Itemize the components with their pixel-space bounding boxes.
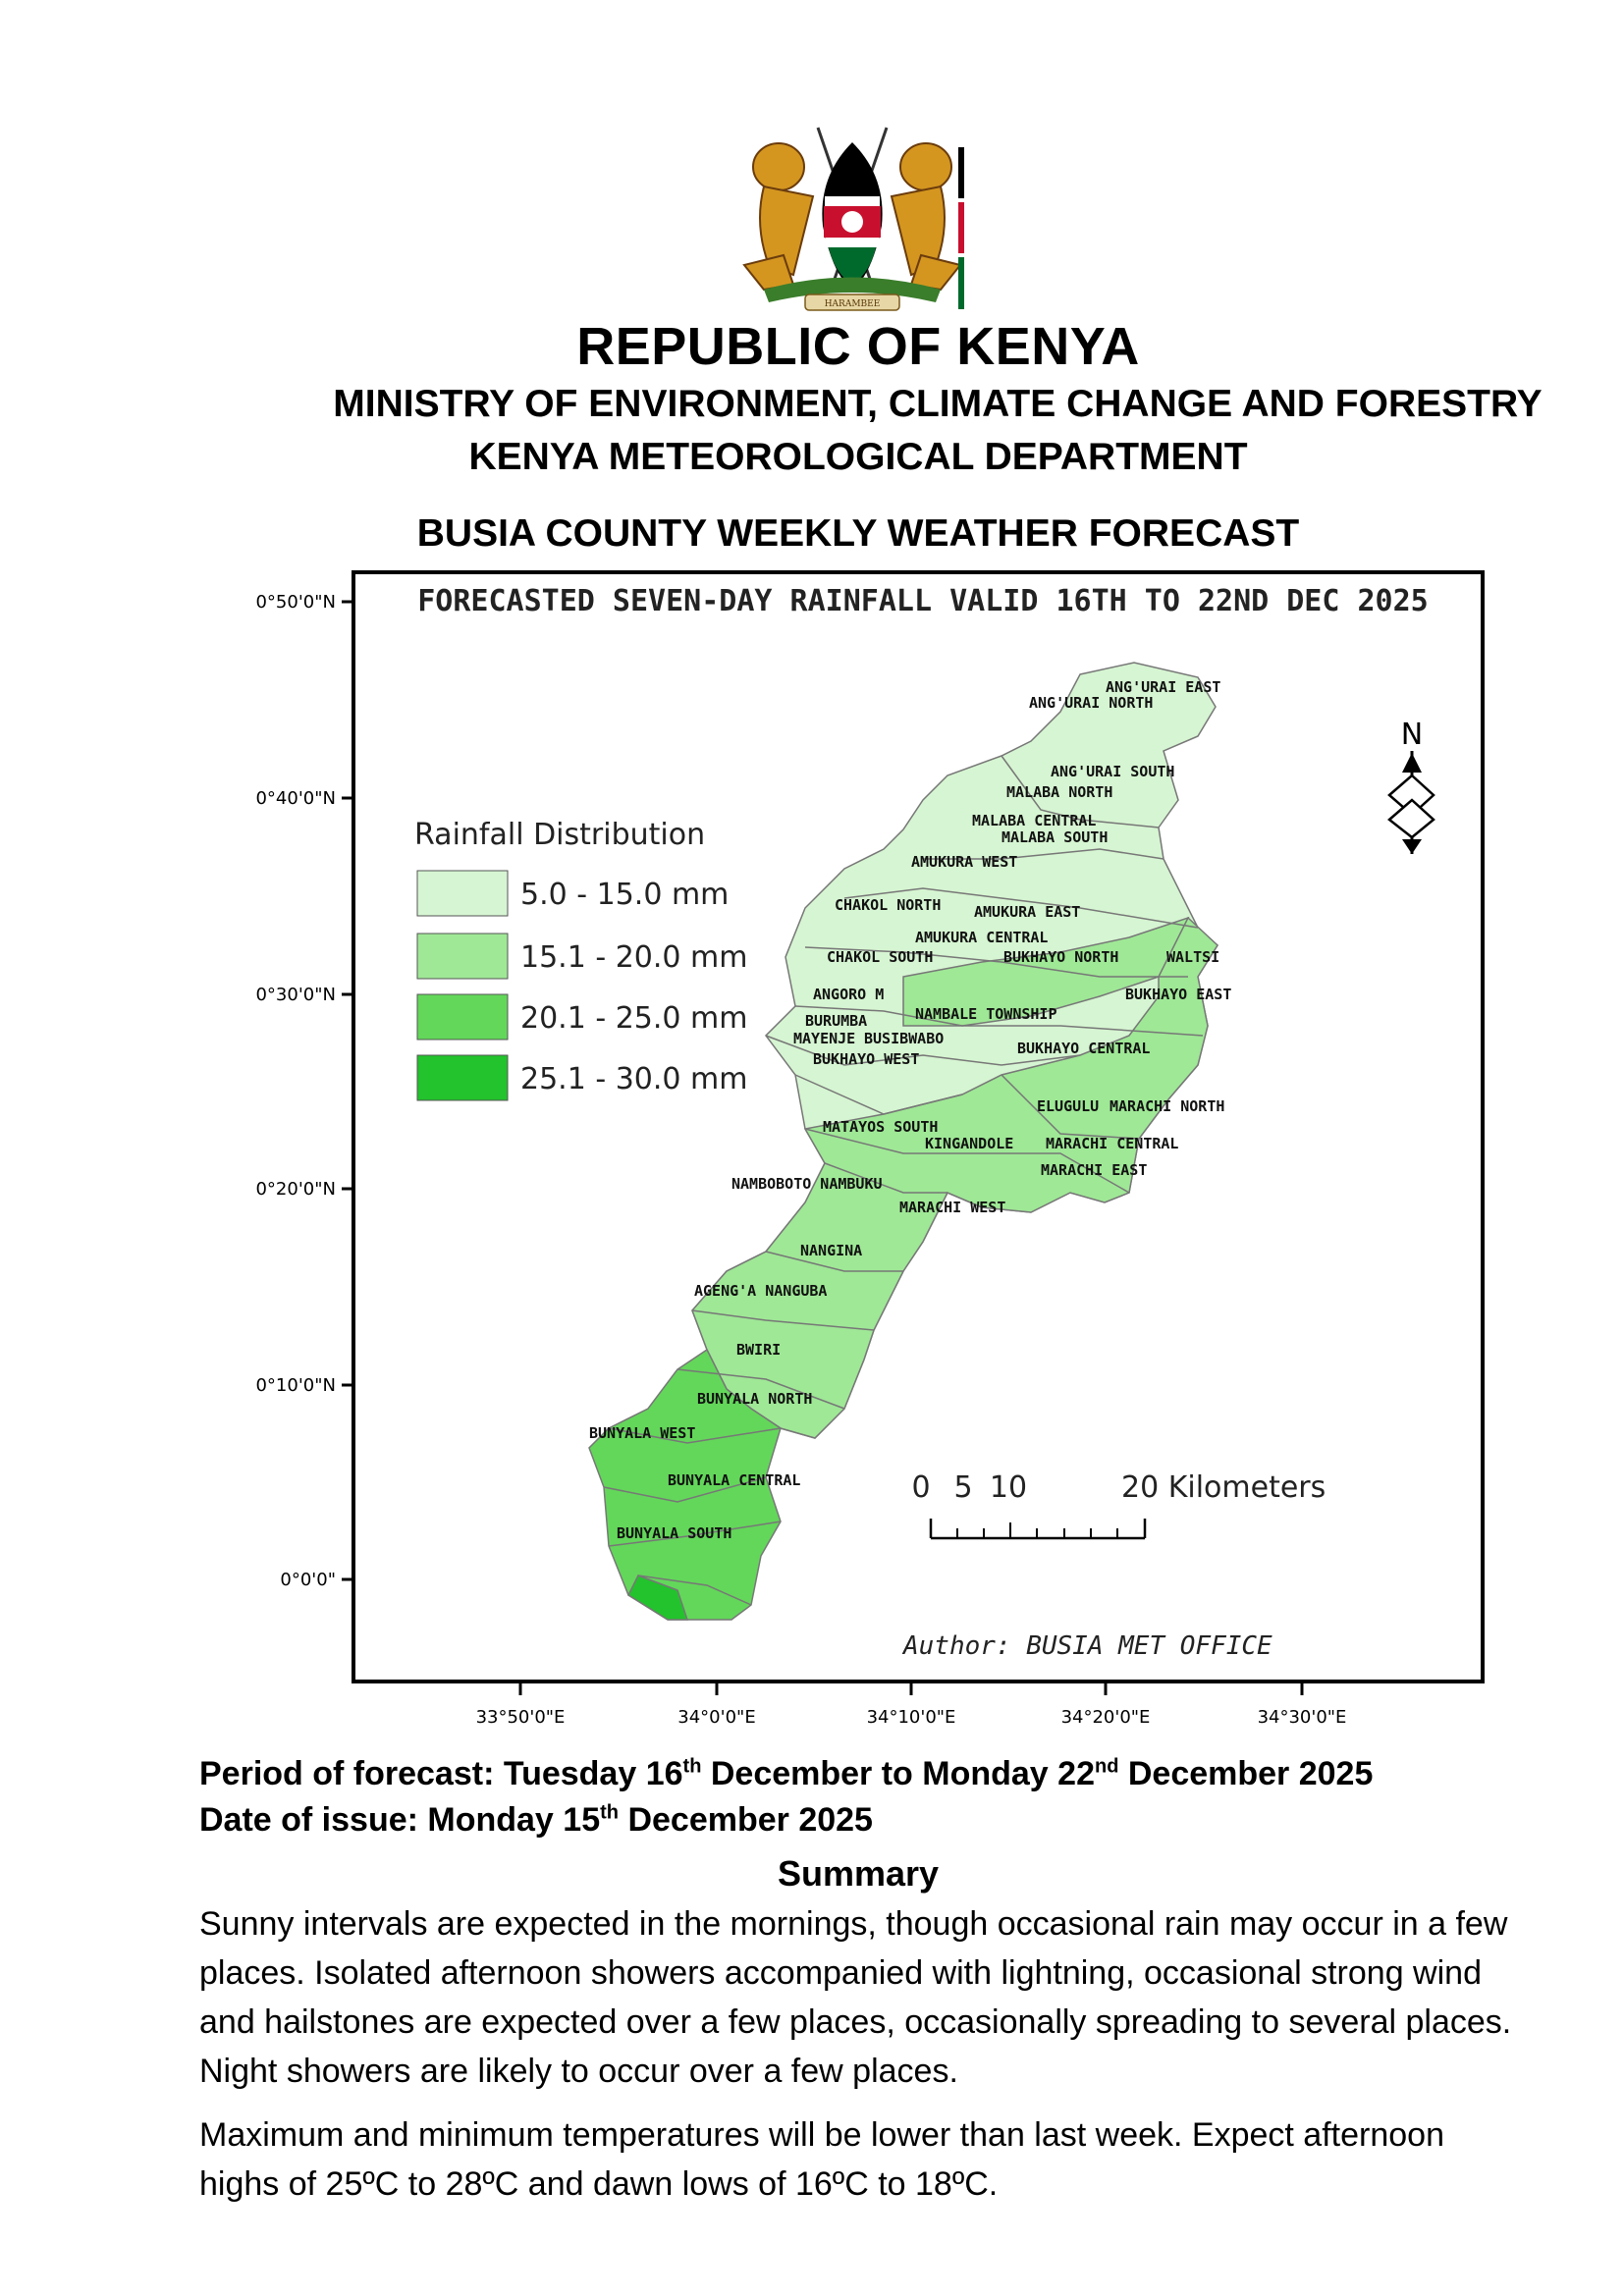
forecast-period: [199, 1755, 1373, 1793]
lon-axis: [476, 1682, 1347, 1728]
lon-label: 34°10'0"E: [866, 1707, 956, 1728]
ward-label: ANGORO M: [813, 986, 885, 1003]
summary-paragraph-1: Sunny intervals are expected in the mornings, though occasional rain may occur in a few places. Isolated afternoon showers accompanied with lightning, occasional strong wind and hailstones are expected over a few places, occasionally spreading to several places. Night showers are likely to occur over a few places.: [199, 1905, 1512, 2090]
right-lion: [892, 143, 960, 290]
ward-label: NAMBALE TOWNSHIP: [915, 1005, 1057, 1023]
ward-label: ANG'URAI NORTH: [1029, 694, 1154, 712]
legend-label-1: 5.0 - 15.0 mm: [520, 878, 730, 912]
ward-label: MALABA SOUTH: [1001, 828, 1109, 846]
lat-label: 0°0'0": [280, 1570, 336, 1590]
ward-label: AMUKURA WEST: [911, 853, 1018, 871]
republic-heading: REPUBLIC OF KENYA: [576, 317, 1140, 376]
ward-label: MALABA NORTH: [1006, 783, 1113, 801]
ward-label: BUNYALA NORTH: [697, 1390, 813, 1408]
lat-label: 0°40'0"N: [255, 788, 336, 809]
lon-label: 33°50'0"E: [475, 1707, 566, 1728]
ward-label: NAMBOBOTO NAMBUKU: [731, 1175, 883, 1193]
ward-label: WALTSI: [1166, 948, 1220, 966]
lon-label: 34°20'0"E: [1060, 1707, 1151, 1728]
map-title: FORECASTED SEVEN-DAY RAINFALL VALID 16TH TO 22ND DEC 2025: [417, 584, 1429, 618]
flag-color-bar: [958, 147, 964, 309]
ward-label: MAYENJE: [793, 1030, 856, 1047]
crest-motto: HARAMBEE: [824, 299, 881, 309]
ward-label: BUNYALA SOUTH: [617, 1524, 732, 1542]
issue-date: [199, 1801, 873, 1840]
lat-label: 0°10'0"N: [255, 1375, 336, 1396]
period-end: December 2025: [1118, 1755, 1374, 1792]
coat-of-arms-icon: [725, 118, 980, 314]
ward-label: MARACHI NORTH: [1110, 1097, 1225, 1115]
ward-label: MARACHI CENTRAL: [1046, 1135, 1179, 1152]
period-mid: December to Monday 22: [701, 1755, 1095, 1792]
lat-label: 0°30'0"N: [255, 985, 336, 1005]
left-lion: [744, 143, 813, 290]
legend-label-2: 15.1 - 20.0 mm: [520, 940, 748, 975]
ward-label: BURUMBA: [805, 1012, 868, 1030]
legend-swatch-4: [417, 1055, 508, 1100]
ward-label: MARACHI WEST: [899, 1199, 1006, 1216]
issue-label: Date of issue: Monday 15: [199, 1801, 601, 1839]
ward-label: BUKHAYO EAST: [1125, 986, 1232, 1003]
lat-label: 0°50'0"N: [255, 592, 336, 613]
north-label: N: [1400, 718, 1424, 752]
ward-label: KINGANDOLE: [925, 1135, 1014, 1152]
legend-label-4: 25.1 - 30.0 mm: [520, 1062, 748, 1096]
lat-label: 0°20'0"N: [255, 1179, 336, 1200]
ward-label: CHAKOL NORTH: [835, 896, 942, 914]
department-heading: KENYA METEOROLOGICAL DEPARTMENT: [468, 436, 1248, 478]
lat-axis: [255, 592, 353, 1590]
ward-label: AGENG'A NANGUBA: [694, 1282, 828, 1300]
issue-sup: th: [600, 1801, 619, 1824]
summary-paragraph-2: Maximum and minimum temperatures will be lower than last week. Expect afternoon highs of 25ºC to 28ºC and dawn lows of 16ºC to 18ºC.: [199, 2116, 1444, 2203]
ward-label: ELUGULU: [1037, 1097, 1100, 1115]
legend-swatch-3: [417, 994, 508, 1040]
ward-label: CHAKOL SOUTH: [827, 948, 934, 966]
ward-label: BUSIBWABO: [864, 1030, 945, 1047]
map-author: Author: BUSIA MET OFFICE: [903, 1631, 1272, 1661]
lon-label: 34°30'0"E: [1257, 1707, 1347, 1728]
scale-tick-10: 10: [989, 1470, 1028, 1505]
scale-tick-20: 20 Kilometers: [1121, 1470, 1326, 1505]
period-label: Period of forecast: Tuesday 16: [199, 1755, 683, 1792]
ward-label: ANG'URAI EAST: [1106, 678, 1221, 696]
issue-end: December 2025: [619, 1801, 873, 1839]
scale-tick-0: 0: [911, 1470, 931, 1505]
ward-label: BUKHAYO CENTRAL: [1017, 1040, 1151, 1057]
legend-label-3: 20.1 - 25.0 mm: [520, 1001, 748, 1036]
legend-title: Rainfall Distribution: [414, 818, 706, 852]
ward-label: ANG'URAI SOUTH: [1051, 763, 1175, 780]
summary-heading: Summary: [777, 1853, 940, 1894]
ward-label: MARACHI EAST: [1041, 1161, 1148, 1179]
ward-label: BUKHAYO NORTH: [1003, 948, 1119, 966]
ward-label: AMUKURA CENTRAL: [915, 929, 1049, 946]
scale-tick-5: 5: [953, 1470, 973, 1505]
ward-label: MATAYOS SOUTH: [823, 1118, 939, 1136]
ward-label: MALABA CENTRAL: [972, 812, 1097, 829]
ward-label: BUNYALA WEST: [589, 1424, 696, 1442]
legend-swatch-2: [417, 934, 508, 979]
ward-label: BWIRI: [736, 1341, 782, 1359]
forecast-title: BUSIA COUNTY WEEKLY WEATHER FORECAST: [416, 512, 1300, 555]
ward-label: BUKHAYO WEST: [813, 1050, 920, 1068]
ward-label: BUNYALA CENTRAL: [668, 1471, 801, 1489]
ministry-heading: MINISTRY OF ENVIRONMENT, CLIMATE CHANGE AND FORESTRY: [333, 383, 1543, 425]
ward-label: NANGINA: [800, 1242, 863, 1259]
period-sup2: nd: [1094, 1755, 1119, 1778]
ward-label: AMUKURA EAST: [974, 903, 1081, 921]
lon-label: 34°0'0"E: [677, 1707, 756, 1728]
rainfall-map: [216, 564, 1492, 1742]
legend-swatch-1: [417, 871, 508, 916]
period-sup1: th: [682, 1755, 702, 1778]
